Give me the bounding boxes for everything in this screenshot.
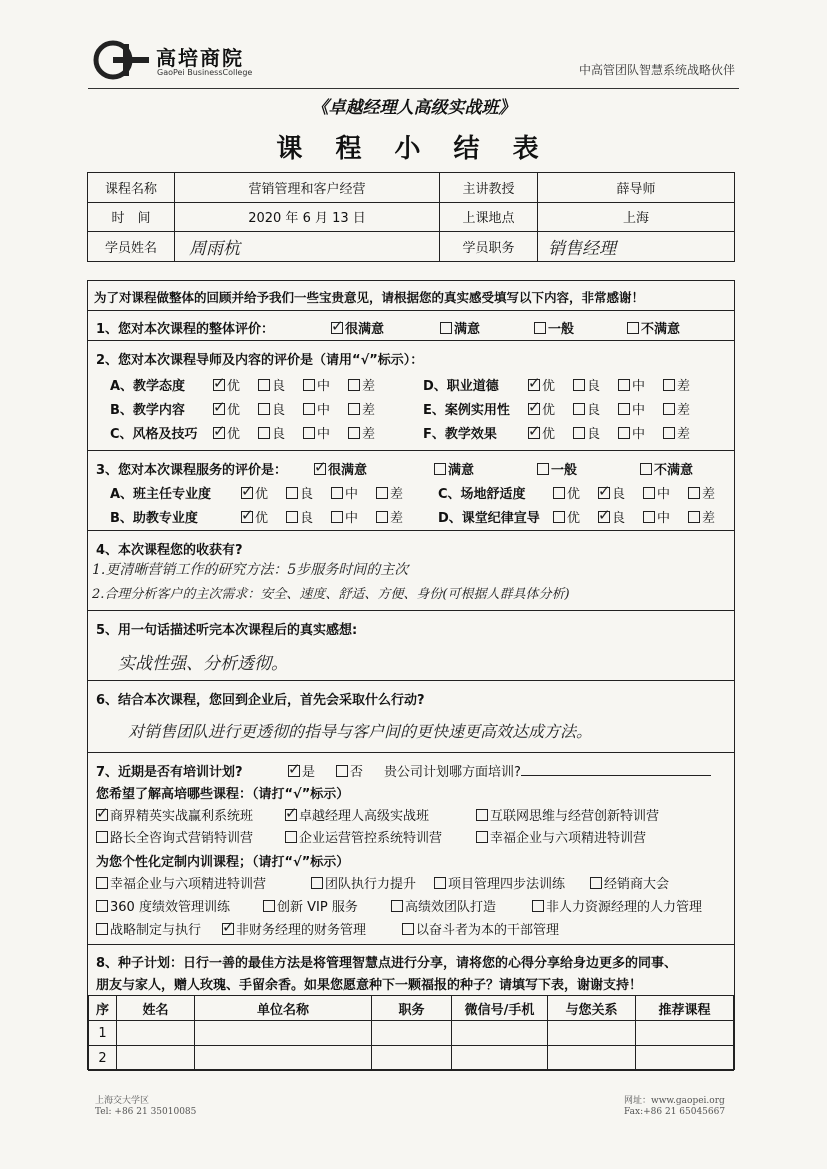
q1-option-very-satisfied[interactable] — [331, 318, 384, 337]
option-label: 一般 — [548, 322, 575, 337]
checkbox-icon[interactable] — [96, 900, 108, 912]
grade-label: 差 — [390, 487, 404, 502]
custom-course-option[interactable] — [590, 873, 669, 892]
footer-campus: 上海交大学区 — [95, 1096, 150, 1106]
checkbox-icon[interactable] — [303, 379, 315, 391]
q6-section — [88, 681, 734, 753]
checkbox-icon[interactable] — [618, 403, 630, 415]
checkbox-icon[interactable] — [331, 511, 343, 523]
custom-course-label: 战略制定与执行 — [110, 923, 202, 938]
option-label: 满意 — [448, 463, 475, 478]
course-option[interactable] — [476, 805, 659, 824]
q8-line-1: 8、种子计划：日行一善的最佳方法是将管理智慧点进行分享，请将您的心得分享给身边更多的同事、 — [96, 956, 678, 971]
rating-item-label: D、职业道德 — [423, 379, 499, 394]
checkbox-icon[interactable] — [285, 809, 297, 821]
col-wechat: 微信号/手机 — [452, 996, 548, 1021]
rating-item-label: B、教学内容 — [110, 403, 185, 418]
rating-option[interactable] — [348, 399, 375, 418]
grade-label: 优 — [227, 379, 241, 394]
grade-label: 中 — [317, 427, 331, 442]
cell-wechat[interactable] — [452, 1021, 548, 1046]
custom-course-option[interactable] — [532, 896, 702, 915]
grade-label: 差 — [362, 427, 376, 442]
checkbox-icon[interactable] — [590, 877, 602, 889]
q1-row — [88, 311, 734, 341]
rating-option[interactable] — [331, 483, 358, 502]
col-name: 姓名 — [117, 996, 195, 1021]
rating-option[interactable] — [688, 483, 715, 502]
custom-course-option[interactable] — [263, 896, 358, 915]
rating-option[interactable] — [258, 375, 285, 394]
q7-option-no[interactable] — [336, 761, 363, 780]
q7-custom-label: 为您个性化定制内训课程；（请打“√”标示） — [96, 855, 350, 870]
cell-company[interactable] — [195, 1046, 372, 1071]
rating-option[interactable] — [213, 399, 240, 418]
checkbox-icon[interactable] — [213, 379, 225, 391]
grade-label: 优 — [567, 487, 581, 502]
checkbox-icon[interactable] — [336, 765, 348, 777]
rating-option[interactable] — [348, 375, 375, 394]
grade-label: 良 — [272, 403, 286, 418]
cell-position[interactable] — [372, 1021, 452, 1046]
checkbox-icon[interactable] — [618, 427, 630, 439]
document-title: 《卓越经理人高级实战班》 — [311, 98, 516, 118]
grade-label: 中 — [632, 403, 646, 418]
q4-section — [88, 531, 734, 611]
q1-option-unsatisfied[interactable] — [627, 318, 680, 337]
cell-course[interactable] — [636, 1046, 734, 1071]
checkbox-icon[interactable] — [573, 379, 585, 391]
option-label: 是 — [302, 765, 316, 780]
rating-option[interactable] — [213, 423, 240, 442]
grade-label: 中 — [345, 511, 359, 526]
grade-label: 差 — [362, 379, 376, 394]
checkbox-icon[interactable] — [528, 379, 540, 391]
cell-name[interactable] — [117, 1021, 195, 1046]
time-label: 时 间 — [88, 202, 175, 232]
col-company: 单位名称 — [195, 996, 372, 1021]
grade-label: 优 — [227, 427, 241, 442]
custom-course-label: 幸福企业与六项精进特训营 — [110, 877, 267, 892]
grade-label: 中 — [317, 403, 331, 418]
grade-label: 优 — [542, 379, 556, 394]
q1-option-satisfied[interactable] — [440, 318, 480, 337]
checkbox-icon[interactable] — [286, 511, 298, 523]
checkbox-icon[interactable] — [688, 511, 700, 523]
student-role-value[interactable]: 销售经理 — [538, 232, 735, 262]
rating-option[interactable] — [598, 483, 625, 502]
q7-plan-prompt — [384, 761, 711, 780]
checkbox-icon[interactable] — [288, 765, 300, 777]
grade-label: 优 — [227, 403, 241, 418]
custom-course-label: 高绩效团队打造 — [405, 900, 497, 915]
rating-option[interactable] — [241, 507, 268, 526]
option-label: 否 — [350, 765, 364, 780]
checkbox-icon[interactable] — [434, 463, 446, 475]
place-value: 上海 — [538, 202, 735, 232]
checkbox-icon[interactable] — [663, 427, 675, 439]
cell-company[interactable] — [195, 1021, 372, 1046]
checkbox-icon[interactable] — [376, 487, 388, 499]
grade-label: 差 — [677, 427, 691, 442]
checkbox-icon[interactable] — [663, 403, 675, 415]
rating-option[interactable] — [663, 423, 690, 442]
grade-label: 差 — [677, 379, 691, 394]
checkbox-icon[interactable] — [348, 427, 360, 439]
checkbox-icon[interactable] — [434, 877, 446, 889]
q7-option-yes[interactable] — [288, 761, 315, 780]
q4-answer-1[interactable]: 1.更清晰营销工作的研究方法：5步服务时间的主次 — [92, 562, 409, 578]
checkbox-icon[interactable] — [598, 487, 610, 499]
grade-label: 良 — [587, 379, 601, 394]
checkbox-icon[interactable] — [348, 379, 360, 391]
q3-option-unsatisfied[interactable] — [640, 459, 693, 478]
checkbox-icon[interactable] — [553, 487, 565, 499]
grade-label: 差 — [702, 511, 716, 526]
option-label: 满意 — [454, 322, 481, 337]
table-row — [89, 1046, 734, 1071]
course-name-label: 课程名称 — [88, 173, 175, 203]
checkbox-icon[interactable] — [258, 427, 270, 439]
grade-label: 差 — [702, 487, 716, 502]
custom-course-label: 360 度绩效管理训练 — [110, 900, 230, 915]
course-label: 商界精英实战赢利系统班 — [110, 809, 254, 824]
rating-option[interactable] — [663, 375, 690, 394]
course-info-table — [87, 172, 735, 262]
course-option[interactable] — [476, 827, 646, 846]
checkbox-icon[interactable] — [476, 809, 488, 821]
header-rule — [88, 88, 739, 89]
teacher-label: 主讲教授 — [440, 173, 538, 203]
rating-option[interactable] — [528, 399, 555, 418]
option-label: 很满意 — [328, 463, 368, 478]
grade-label: 差 — [677, 403, 691, 418]
grade-label: 良 — [587, 427, 601, 442]
time-value: 2020 年 6 月 13 日 — [175, 202, 440, 232]
course-option[interactable] — [96, 827, 253, 846]
rating-option[interactable] — [643, 507, 670, 526]
q3-section — [88, 451, 734, 531]
checkbox-icon[interactable] — [331, 322, 343, 334]
custom-course-label: 非财务经理的财务管理 — [236, 923, 367, 938]
custom-course-label: 项目管理四步法训练 — [448, 877, 566, 892]
grade-label: 良 — [272, 427, 286, 442]
q7-section — [88, 753, 734, 945]
q3-option-very-satisfied[interactable] — [314, 459, 367, 478]
checkbox-icon[interactable] — [258, 379, 270, 391]
checkbox-icon[interactable] — [96, 923, 108, 935]
custom-course-label: 创新 VIP 服务 — [277, 900, 358, 915]
course-label: 互联网思维与经营创新特训营 — [490, 809, 660, 824]
q3-option-satisfied[interactable] — [434, 459, 474, 478]
grade-label: 中 — [657, 511, 671, 526]
checkbox-icon[interactable] — [528, 427, 540, 439]
grade-label: 中 — [345, 487, 359, 502]
checkbox-icon[interactable] — [314, 463, 326, 475]
grade-label: 良 — [612, 511, 626, 526]
q6-answer[interactable]: 对销售团队进行更透彻的指导与客户间的更快速更高效达成方法。 — [128, 722, 593, 741]
rating-option[interactable] — [688, 507, 715, 526]
checkbox-icon[interactable] — [391, 900, 403, 912]
q4-label: 4、本次课程您的收获有? — [96, 543, 243, 558]
option-label: 很满意 — [345, 322, 385, 337]
grade-label: 良 — [300, 487, 314, 502]
rating-option[interactable] — [573, 375, 600, 394]
q2-section — [88, 341, 734, 451]
q5-answer[interactable]: 实战性强、分析透彻。 — [118, 654, 288, 674]
custom-course-option[interactable] — [96, 919, 201, 938]
rating-option[interactable] — [573, 423, 600, 442]
cell-name[interactable] — [117, 1046, 195, 1071]
q8-line-2: 朋友与家人，赠人玫瑰、手留余香。如果您愿意种下一颗福报的种子？请填写下表，谢谢支持！ — [96, 978, 643, 993]
document-heading: 课 程 小 结 表 — [276, 134, 551, 164]
checkbox-icon[interactable] — [528, 403, 540, 415]
plan-blank[interactable] — [521, 764, 711, 776]
grade-label: 优 — [567, 511, 581, 526]
rating-option[interactable] — [331, 507, 358, 526]
q3-option-average[interactable] — [537, 459, 577, 478]
col-relation: 与您关系 — [548, 996, 636, 1021]
grade-label: 中 — [657, 487, 671, 502]
rating-item-label: F、教学效果 — [423, 427, 497, 442]
q3-label: 3、您对本次课程服务的评价是： — [96, 463, 288, 478]
rating-option[interactable] — [376, 483, 403, 502]
cell-course[interactable] — [636, 1021, 734, 1046]
q5-section — [88, 611, 734, 681]
course-label: 幸福企业与六项精进特训营 — [490, 831, 647, 846]
referral-table — [88, 995, 734, 1071]
checkbox-icon[interactable] — [263, 900, 275, 912]
checkbox-icon[interactable] — [241, 511, 253, 523]
checkbox-icon[interactable] — [331, 487, 343, 499]
course-label: 路长全咨询式营销特训营 — [110, 831, 254, 846]
checkbox-icon[interactable] — [627, 322, 639, 334]
col-position: 职务 — [372, 996, 452, 1021]
rating-option[interactable] — [303, 375, 330, 394]
row-index: 2 — [89, 1046, 117, 1071]
custom-course-label: 以奋斗者为本的干部管理 — [416, 923, 560, 938]
course-option[interactable] — [285, 805, 429, 824]
course-label: 企业运营管控系统特训营 — [299, 831, 443, 846]
checkbox-icon[interactable] — [534, 322, 546, 334]
survey-intro-row — [88, 281, 734, 311]
rating-item-label: A、教学态度 — [110, 379, 186, 394]
grade-label: 优 — [542, 427, 556, 442]
custom-course-option[interactable] — [96, 873, 266, 892]
rating-item-label: D、课堂纪律宣导 — [438, 511, 540, 526]
rating-item-label: B、助教专业度 — [110, 511, 198, 526]
checkbox-icon[interactable] — [348, 403, 360, 415]
custom-course-option[interactable] — [391, 896, 496, 915]
checkbox-icon[interactable] — [96, 831, 108, 843]
checkbox-icon[interactable] — [303, 427, 315, 439]
rating-option[interactable] — [528, 423, 555, 442]
checkbox-icon[interactable] — [303, 403, 315, 415]
option-label: 不满意 — [654, 463, 694, 478]
course-label: 卓越经理人高级实战班 — [299, 809, 430, 824]
rating-option[interactable] — [348, 423, 375, 442]
cell-wechat[interactable] — [452, 1046, 548, 1071]
rating-option[interactable] — [553, 483, 580, 502]
rating-option[interactable] — [528, 375, 555, 394]
q2-label: 2、您对本次课程导师及内容的评价是（请用“√”标示）： — [96, 353, 424, 368]
col-course: 推荐课程 — [636, 996, 734, 1021]
checkbox-icon[interactable] — [688, 487, 700, 499]
rating-option[interactable] — [213, 375, 240, 394]
rating-option[interactable] — [598, 507, 625, 526]
student-role-label: 学员职务 — [440, 232, 538, 262]
checkbox-icon[interactable] — [537, 463, 549, 475]
grade-label: 中 — [632, 379, 646, 394]
plan-prompt-text: 贵公司计划哪方面培训? — [384, 765, 521, 780]
checkbox-icon[interactable] — [573, 427, 585, 439]
rating-option[interactable] — [258, 399, 285, 418]
checkbox-icon[interactable] — [573, 403, 585, 415]
checkbox-icon[interactable] — [222, 923, 234, 935]
survey-form — [87, 280, 735, 1070]
rating-option[interactable] — [573, 399, 600, 418]
q5-label: 5、用一句话描述听完本次课程后的真实感想: — [96, 623, 358, 638]
rating-option[interactable] — [618, 423, 645, 442]
brand-name-en: GaoPei BusinessCollege — [157, 68, 253, 77]
rating-item-label: A、班主任专业度 — [110, 487, 212, 502]
checkbox-icon[interactable] — [532, 900, 544, 912]
checkbox-icon[interactable] — [286, 487, 298, 499]
grade-label: 优 — [255, 487, 269, 502]
q1-option-average[interactable] — [534, 318, 574, 337]
q7-label: 7、近期是否有培训计划? — [96, 765, 243, 780]
checkbox-icon[interactable] — [96, 877, 108, 889]
place-label: 上课地点 — [440, 202, 538, 232]
checkbox-icon[interactable] — [311, 877, 323, 889]
checkbox-icon[interactable] — [663, 379, 675, 391]
checkbox-icon[interactable] — [553, 511, 565, 523]
custom-course-option[interactable] — [311, 873, 416, 892]
custom-course-label: 经销商大会 — [604, 877, 670, 892]
footer-fax: Fax:+86 21 65045667 — [624, 1107, 726, 1117]
rating-option[interactable] — [618, 375, 645, 394]
rating-option[interactable] — [286, 507, 313, 526]
grade-label: 良 — [587, 403, 601, 418]
checkbox-icon[interactable] — [258, 403, 270, 415]
rating-option[interactable] — [663, 399, 690, 418]
teacher-value: 薛导师 — [538, 173, 735, 203]
cell-relation[interactable] — [548, 1046, 636, 1071]
checkbox-icon[interactable] — [376, 511, 388, 523]
grade-label: 差 — [362, 403, 376, 418]
tagline: 中高管团队智慧系统战略伙伴 — [578, 63, 735, 77]
rating-option[interactable] — [618, 399, 645, 418]
brand-name-cn: 高培商院 — [156, 46, 244, 70]
custom-course-option[interactable] — [222, 919, 366, 938]
option-label: 不满意 — [641, 322, 681, 337]
checkbox-icon[interactable] — [640, 463, 652, 475]
grade-label: 中 — [317, 379, 331, 394]
rating-option[interactable] — [286, 483, 313, 502]
footer-website[interactable]: 网址：www.gaopei.org — [624, 1096, 725, 1106]
custom-course-label: 非人力资源经理的人力管理 — [546, 900, 703, 915]
cell-relation[interactable] — [548, 1021, 636, 1046]
checkbox-icon[interactable] — [643, 487, 655, 499]
rating-item-label: C、风格及技巧 — [110, 427, 198, 442]
course-option[interactable] — [96, 805, 253, 824]
footer-tel: Tel: +86 21 35010085 — [95, 1107, 197, 1117]
rating-option[interactable] — [258, 423, 285, 442]
checkbox-icon[interactable] — [598, 511, 610, 523]
custom-course-option[interactable] — [96, 896, 230, 915]
student-name-label: 学员姓名 — [88, 232, 175, 262]
checkbox-icon[interactable] — [643, 511, 655, 523]
grade-label: 良 — [300, 511, 314, 526]
cell-position[interactable] — [372, 1046, 452, 1071]
grade-label: 优 — [542, 403, 556, 418]
row-index: 1 — [89, 1021, 117, 1046]
checkbox-icon[interactable] — [96, 809, 108, 821]
checkbox-icon[interactable] — [213, 403, 225, 415]
rating-option[interactable] — [303, 399, 330, 418]
rating-option[interactable] — [241, 483, 268, 502]
checkbox-icon[interactable] — [440, 322, 452, 334]
checkbox-icon[interactable] — [285, 831, 297, 843]
grade-label: 优 — [255, 511, 269, 526]
grade-label: 良 — [612, 487, 626, 502]
gaopei-logo — [93, 40, 151, 80]
option-label: 一般 — [551, 463, 578, 478]
rating-option[interactable] — [303, 423, 330, 442]
course-name-value: 营销管理和客户经营 — [175, 173, 440, 203]
rating-option[interactable] — [643, 483, 670, 502]
rating-option[interactable] — [376, 507, 403, 526]
q7-courses-label: 您希望了解高培哪些课程：（请打“√”标示） — [96, 787, 350, 802]
q4-answer-2[interactable]: 2.合理分析客户的主次需求：安全、速度、舒适、方便、身份(可根据人群具体分析) — [92, 587, 570, 602]
survey-intro: 为了对课程做整体的回顾并给予我们一些宝贵意见，请根据您的真实感受填写以下内容，非常感谢！ — [94, 290, 645, 305]
grade-label: 中 — [632, 427, 646, 442]
student-name-value[interactable]: 周雨杭 — [175, 232, 440, 262]
rating-item-label: E、案例实用性 — [423, 403, 510, 418]
grade-label: 良 — [272, 379, 286, 394]
custom-course-option[interactable] — [402, 919, 559, 938]
course-option[interactable] — [285, 827, 442, 846]
custom-course-label: 团队执行力提升 — [325, 877, 417, 892]
checkbox-icon[interactable] — [618, 379, 630, 391]
q6-label: 6、结合本次课程，您回到企业后，首先会采取什么行动? — [96, 693, 425, 708]
checkbox-icon[interactable] — [476, 831, 488, 843]
custom-course-option[interactable] — [434, 873, 565, 892]
table-row — [89, 1021, 734, 1046]
rating-option[interactable] — [553, 507, 580, 526]
referral-header-row — [89, 996, 734, 1021]
rating-item-label: C、场地舒适度 — [438, 487, 526, 502]
q1-label: 1、您对本次课程的整体评价： — [96, 322, 275, 337]
checkbox-icon[interactable] — [213, 427, 225, 439]
col-index: 序 — [89, 996, 117, 1021]
checkbox-icon[interactable] — [402, 923, 414, 935]
checkbox-icon[interactable] — [241, 487, 253, 499]
grade-label: 差 — [390, 511, 404, 526]
